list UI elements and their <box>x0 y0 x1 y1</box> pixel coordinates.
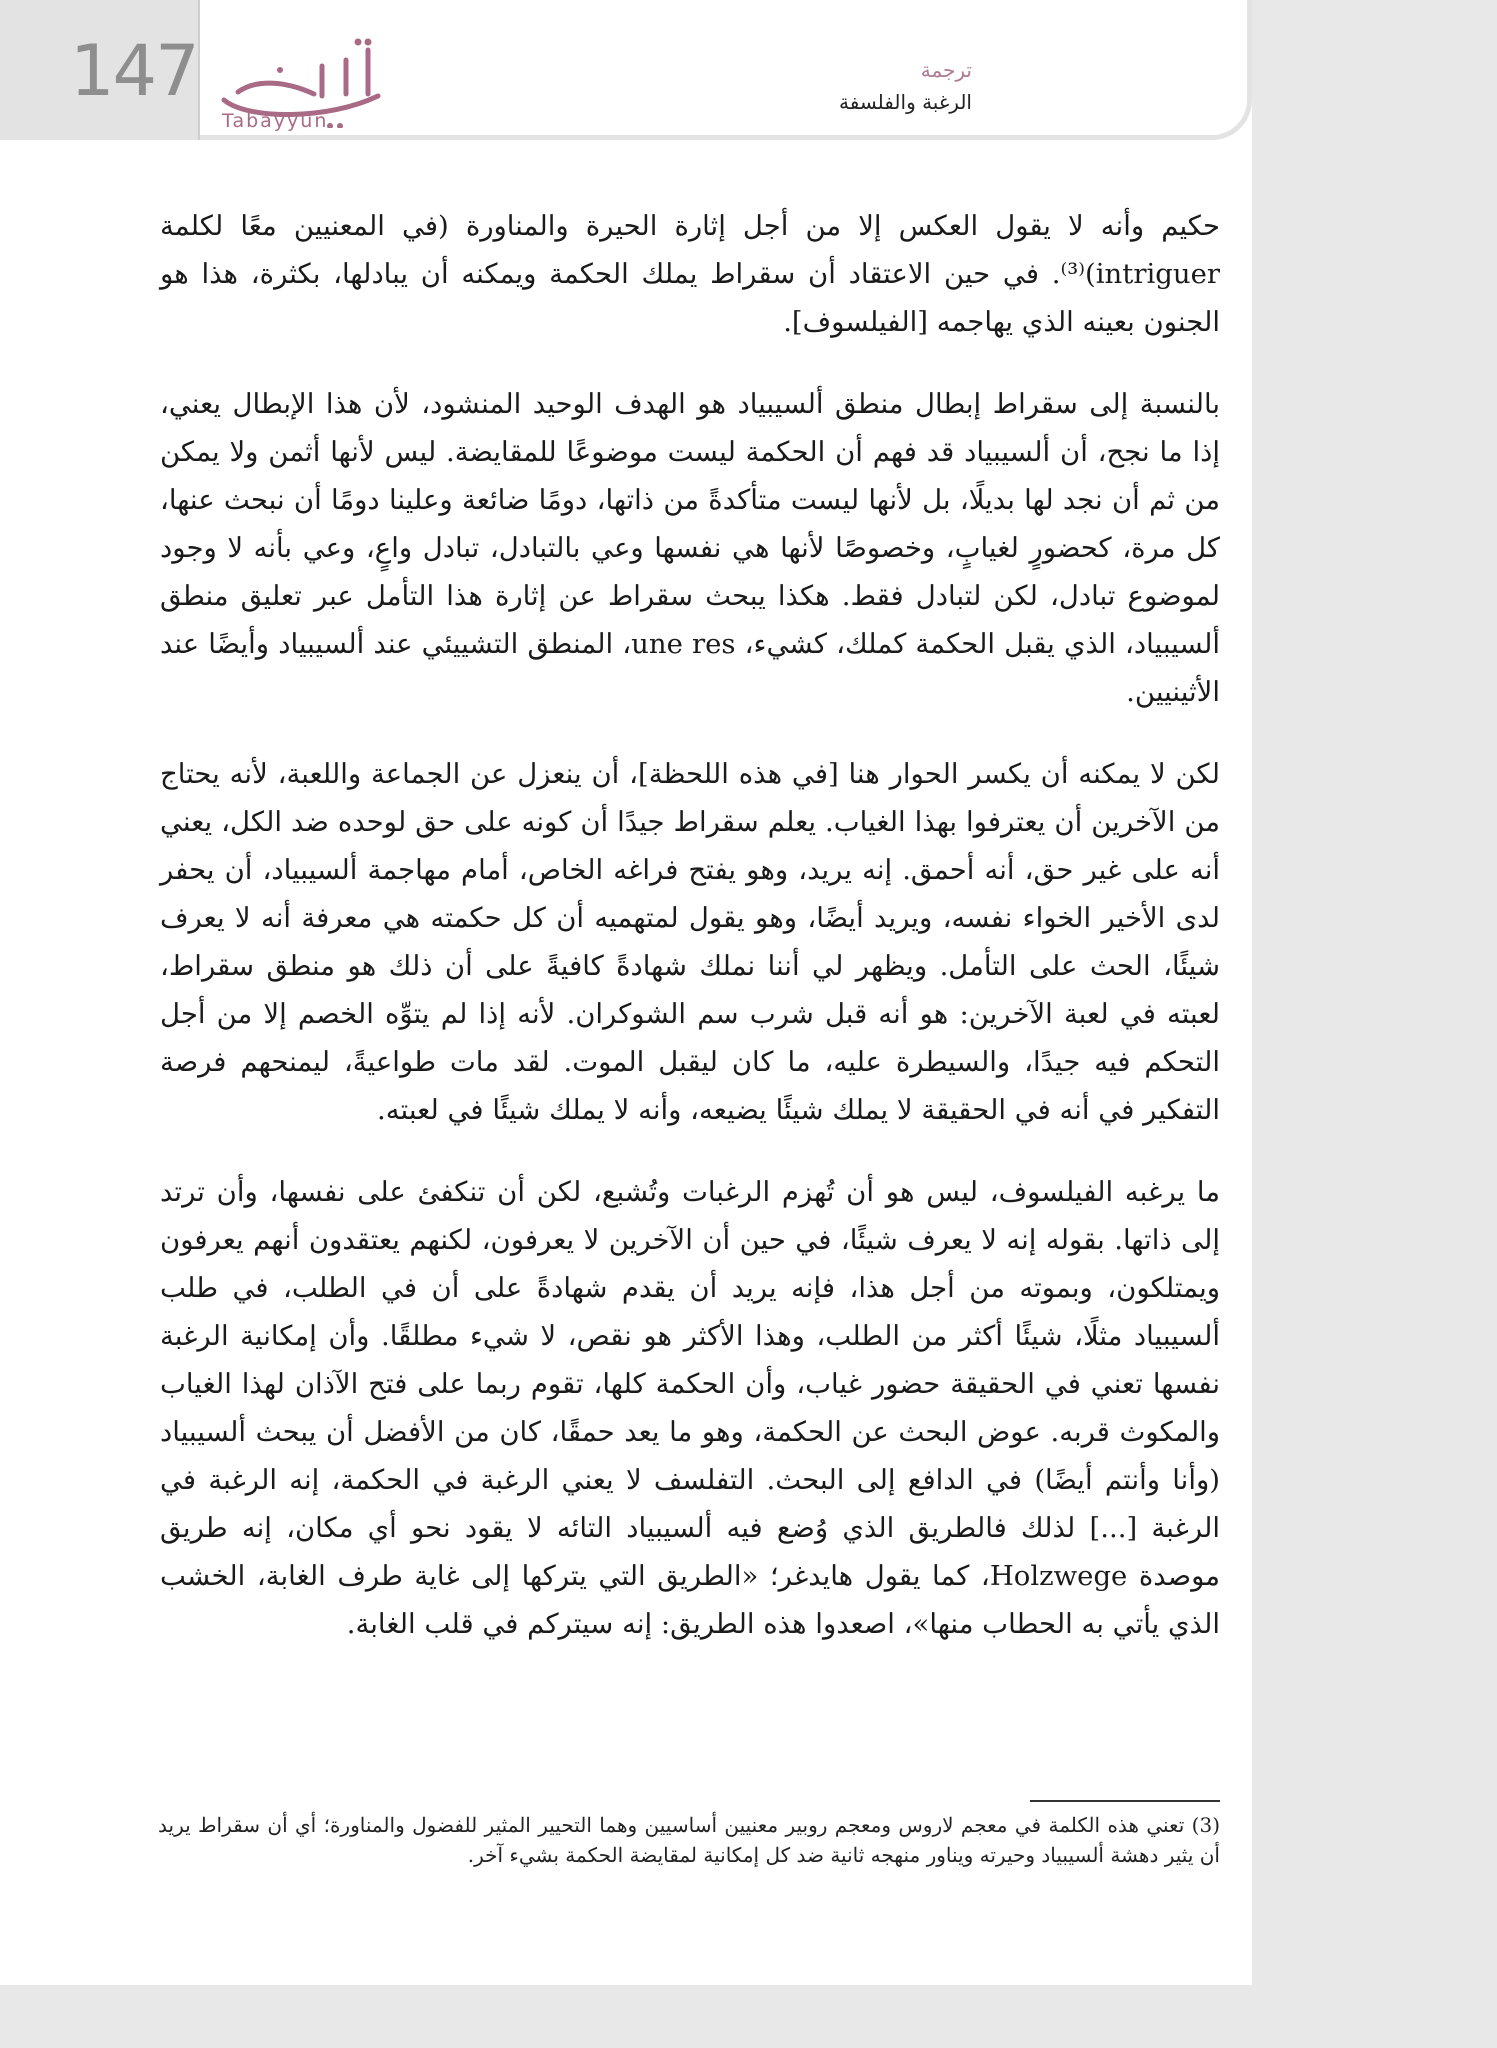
header-divider <box>198 0 200 140</box>
paragraph-3: لكن لا يمكنه أن يكسر الحوار هنا [في هذه اللحظة]، أن ينعزل عن الجماعة واللعبة، لأنه يحتاج من الآخرين أن يعترفوا بهذا الغياب. يعلم سقراط جيدًا أن كونه على حق لوحده ضد الكل، يعني أنه على غير حق، أنه أحمق. إنه يريد، وهو يفتح فراغه الخاص، أمام مهاجمة ألسيبياد، أن يحفر لدى الأخير الخواء نفسه، ويريد أيضًا، وهو يقول لمتهميه أن كل حكمته هي معرفة أنه لا يعرف شيئًا، الحث على التأمل. ويظهر لي أننا نملك شهادةً كافيةً على أن ذلك هو منطق سقراط، لعبته في لعبة الآخرين: هو أنه قبل شرب سم الشوكران. لأنه إذا لم يتوِّه الخصم إلا من أجل التحكم فيه جيدًا، والسيطرة عليه، ما كان ليقبل الموت. لقد مات طواعيةً، ليمنحهم فرصة التفكير في أنه في الحقيقة لا يملك شيئًا يضيعه، وأنه لا يملك شيئًا في لعبته. <box>160 758 1220 1126</box>
page-number: 147 <box>70 30 198 112</box>
paragraph-2: بالنسبة إلى سقراط إبطال منطق ألسيبياد هو الهدف الوحيد المنشود، لأن هذا الإبطال يعني، إذا ما نجح، أن ألسيبياد قد فهم أن الحكمة ليست موضوعًا للمقايضة. ليس لأنها أثمن ولا يمكن من ثم أن نجد لها بديلًا، بل لأنها ليست متأكدةً من ذاتها، دومًا ضائعة وعلينا دومًا أن نبحث عنها، كل مرة، كحضورٍ لغيابٍ، وخصوصًا لأنها هي نفسها وعي بالتبادل، تبادل واعٍ، وعي بأنه لا وجود لموضوع تبادل، لكن لتبادل فقط. هكذا يبحث سقراط عن إثارة هذا التأمل عبر تعليق منطق ألسيبياد، الذي يقبل الحكمة كملك، كشيء، une res، المنطق التشييئي عند ألسيبياد وأيضًا عند الأثينيين. <box>160 388 1220 708</box>
bottom-margin-strip <box>0 1985 1497 2048</box>
logo-latin-text: Tabayyun <box>222 110 329 132</box>
page-header <box>0 0 1252 140</box>
article-title: الرغبة والفلسفة <box>839 90 972 114</box>
article-body <box>160 202 1220 1682</box>
paragraph-1: حكيم وأنه لا يقول العكس إلا من أجل إثارة الحيرة والمناورة (في المعنيين معًا لكلمة intriguer)⁽³⁾. في حين الاعتقاد أن سقراط يملك الحكمة ويمكنه أن يبادلها، بكثرة، هذا هو الجنون بعينه الذي يهاجمه [الفيلسوف]. <box>160 210 1220 338</box>
section-label: ترجمة <box>920 58 972 82</box>
side-margin-bar <box>1252 0 1497 1985</box>
paragraph-4: ما يرغبه الفيلسوف، ليس هو أن تُهزم الرغبات وتُشبع، لكن أن تنكفئ على نفسها، وأن ترتد إلى ذاتها. بقوله إنه لا يعرف شيئًا، في حين أن الآخرين لا يعرفون، لكنهم يعتقدون أنهم يعرفون ويمتلكون، وبموته من أجل هذا، فإنه يريد أن يقدم شهادةً على أن في الطلب، في طلب ألسيبياد مثلًا، شيئًا أكثر من الطلب، وهذا الأكثر هو نقص، لا شيء مطلقًا. وأن إمكانية الرغبة نفسها تعني في الحقيقة حضور غياب، وأن الحكمة كلها، تقوم ربما على فتح الآذان لهذا الغياب والمكوث قربه. عوض البحث عن الحكمة، وهو ما يعد حمقًا، كان من الأفضل أن يبحث ألسيبياد (وأنا وأنتم أيضًا) في الدافع إلى البحث. التفلسف لا يعني الرغبة في الحكمة، إنه الرغبة في الرغبة [...] لذلك فالطريق الذي وُضع فيه ألسيبياد التائه لا يقود نحو أي مكان، إنه طريق موصدة Holzwege، كما يقول هايدغر؛ «الطريق التي يتركها إلى غاية طرف الغابة، الخشب الذي يأتي به الحطاب منها»، اصعدوا هذه الطريق: إنه سيتركم في قلب الغابة. <box>160 1176 1220 1640</box>
page-number-box <box>0 0 198 140</box>
footnote-separator <box>1030 1800 1220 1802</box>
footnote-3: (3) تعني هذه الكلمة في معجم لاروس ومعجم روبير معنيين أساسيين وهما التحيير المثير للفضول والمناورة؛ أي أن سقراط يريد أن يثير دهشة ألسيبياد وحيرته ويناور منهجه ثانية ضد كل إمكانية لمقايضة الحكمة بشيء آخر. <box>158 1813 1220 1867</box>
